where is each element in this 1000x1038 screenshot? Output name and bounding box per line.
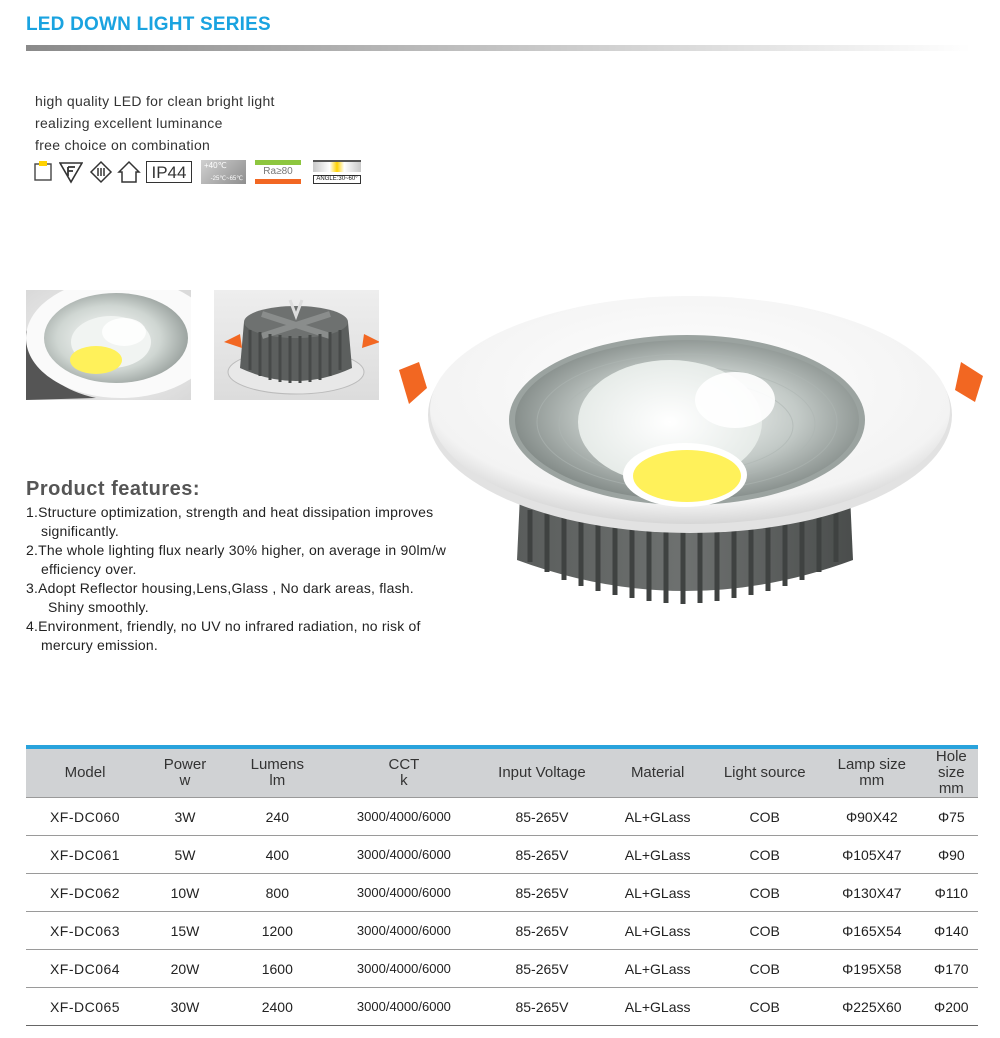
cell-power: 10W [144,874,226,912]
cell-lamp-size: Φ130X47 [819,874,925,912]
cell-lumens: 400 [226,836,329,874]
feature-item-1-line2: significantly. [41,523,120,539]
cell-hole-size: Φ200 [925,988,978,1026]
cri-badge [255,160,301,184]
class-iii-icon [89,160,113,184]
table-row [26,950,978,988]
cell-lumens: 240 [226,798,329,836]
feature-item-1-line1: 1.Structure optimization, strength and heat dissipation improves [26,504,434,520]
cri-value: Ra≥80 [255,165,301,179]
cell-hole-size: Φ140 [925,912,978,950]
cell-model: XF-DC063 [26,912,144,950]
cell-cct: 3000/4000/6000 [329,912,479,950]
beam-angle-value: ANGLE:30~60° [313,175,361,184]
table-header-row [26,749,978,798]
cell-cct: 3000/4000/6000 [329,836,479,874]
cell-lamp-size: Φ195X58 [819,950,925,988]
temperature-range: -25℃~65℃ [210,176,243,182]
cell-model: XF-DC061 [26,836,144,874]
column-header-model: Model [64,764,106,781]
cell-model: XF-DC062 [26,874,144,912]
cell-material: AL+GLass [605,950,711,988]
cell-lumens: 800 [226,874,329,912]
cell-lumens: 2400 [226,988,329,1026]
f-mark-icon [59,160,83,184]
cell-light-source: COB [710,836,819,874]
feature-item-3-line2: Shiny smoothly. [48,599,149,615]
product-photo-front [26,290,191,400]
feature-item-3-line1: 3.Adopt Reflector housing,Lens,Glass , No dark areas, flash. [26,580,414,596]
cell-lamp-size: Φ90X42 [819,798,925,836]
table-row [26,798,978,836]
cell-hole-size: Φ90 [925,836,978,874]
cell-cct: 3000/4000/6000 [329,798,479,836]
intro-line: realizing excellent luminance [35,115,223,131]
cell-hole-size: Φ170 [925,950,978,988]
intro-line: high quality LED for clean bright light [35,93,275,109]
cell-light-source: COB [710,912,819,950]
cell-cct: 3000/4000/6000 [329,950,479,988]
column-header-cct: CCT k [388,756,420,789]
cell-hole-size: Φ110 [925,874,978,912]
cell-cct: 3000/4000/6000 [329,874,479,912]
column-header-input-voltage: Input Voltage [498,764,586,781]
cell-power: 3W [144,798,226,836]
table-row [26,988,978,1026]
cell-light-source: COB [710,950,819,988]
cell-hole-size: Φ75 [925,798,978,836]
cell-lumens: 1600 [226,950,329,988]
cell-material: AL+GLass [605,988,711,1026]
feature-item-4-line1: 4.Environment, friendly, no UV no infrared radiation, no risk of [26,618,421,634]
temperature-badge [201,160,246,184]
cell-power: 5W [144,836,226,874]
cell-input-voltage: 85-265V [479,874,605,912]
table-row [26,912,978,950]
cell-power: 15W [144,912,226,950]
intro-line: free choice on combination [35,137,211,153]
feature-item-4-line2: mercury emission. [41,637,158,653]
intro-text [35,90,275,156]
column-header-hole-size: Hole size mm [935,748,967,797]
feature-item-2-line1: 2.The whole lighting flux nearly 30% higher, on average in 90lm/w [26,542,447,558]
beam-angle-badge [313,160,361,184]
features-list [26,503,486,655]
column-header-material: Material [630,764,685,781]
product-photo-back [214,290,379,400]
temperature-max: +40℃ [204,161,227,170]
table-row [26,836,978,874]
ip-rating-badge: IP44 [146,161,192,183]
features-heading: Product features: [26,478,201,500]
class-ii-icon [33,160,53,184]
cell-input-voltage: 85-265V [479,836,605,874]
cell-model: XF-DC065 [26,988,144,1026]
cell-lamp-size: Φ225X60 [819,988,925,1026]
cell-light-source: COB [710,988,819,1026]
cell-input-voltage: 85-265V [479,798,605,836]
cell-input-voltage: 85-265V [479,988,605,1026]
title-divider [26,45,971,51]
cell-cct: 3000/4000/6000 [329,988,479,1026]
cell-power: 20W [144,950,226,988]
cell-material: AL+GLass [605,874,711,912]
cell-input-voltage: 85-265V [479,912,605,950]
cell-model: XF-DC060 [26,798,144,836]
column-header-power: Power w [163,756,207,789]
product-features [26,478,486,655]
column-header-lamp-size: Lamp size mm [837,756,906,789]
page-title: LED DOWN LIGHT SERIES [26,14,271,35]
cell-material: AL+GLass [605,912,711,950]
cell-power: 30W [144,988,226,1026]
cell-light-source: COB [710,874,819,912]
cell-input-voltage: 85-265V [479,950,605,988]
indoor-use-icon [117,160,141,184]
spec-table [26,745,978,1026]
feature-item-2-line2: efficiency over. [41,561,137,577]
cell-lumens: 1200 [226,912,329,950]
column-header-lumens: Lumens lm [250,756,304,789]
cell-material: AL+GLass [605,798,711,836]
cell-model: XF-DC064 [26,950,144,988]
cell-light-source: COB [710,798,819,836]
table-row [26,874,978,912]
cell-material: AL+GLass [605,836,711,874]
cell-lamp-size: Φ165X54 [819,912,925,950]
column-header-light-source: Light source [723,764,806,781]
cell-lamp-size: Φ105X47 [819,836,925,874]
